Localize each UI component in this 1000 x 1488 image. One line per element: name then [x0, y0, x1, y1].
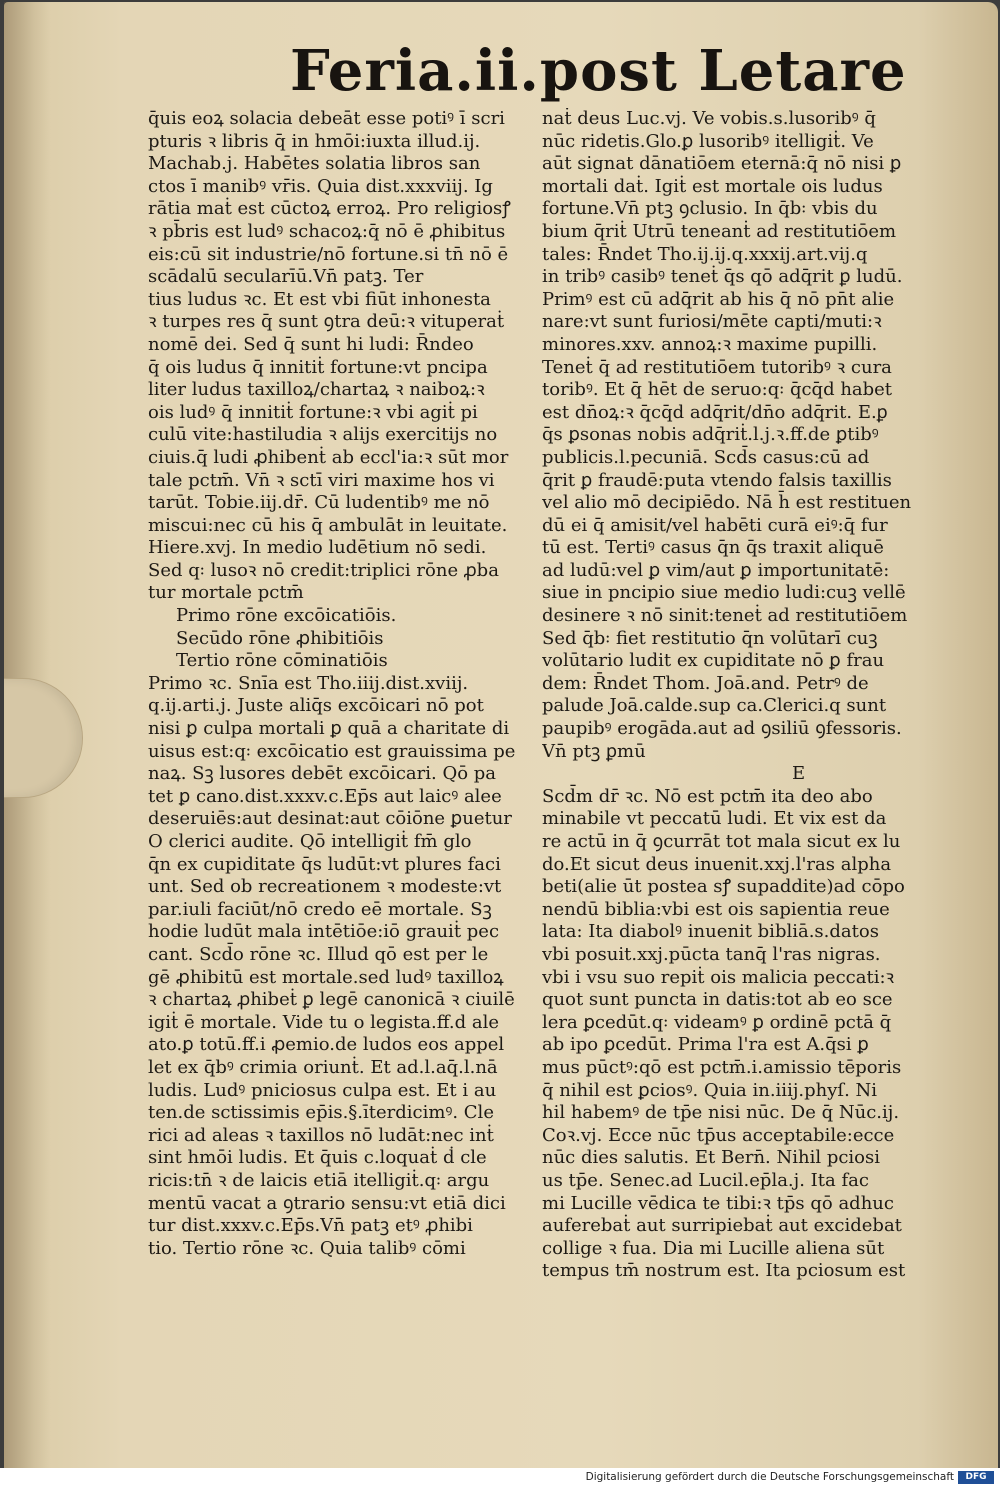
text-line: tale pctm̄. Vn̄ ꝛ sctī viri maxime hos vi: [148, 469, 495, 491]
text-line: naṫ deus Luc.vj. Ve vobis.s.lusoribꝰ q̄: [542, 108, 876, 129]
text-line: lata: Ita diabolꝰ inuenit bibliā.s.datos: [542, 921, 879, 943]
text-line: mentū vacat a ꝯtrario sensu:vt etiā dici: [148, 1192, 506, 1214]
text-line: ludis. Ludꝰ pniciosus culpa est. Et i au: [148, 1079, 497, 1101]
text-line: ciuis.q̄ ludi ꝓhibenṫ ab eccl'ia:ꝛ sūt mor: [148, 446, 509, 468]
text-line: Primo ꝛc. Snīa est Tho.iiij.dist.xviij.: [148, 672, 469, 694]
text-line: toribꝰ. Et q̄ hēt de seruo:q꞉ q̄cq̄d habet: [542, 379, 893, 401]
text-line: eis:cū sit industrie/nō fortune.si tn̄ nō ē: [148, 243, 509, 265]
text-line: sint hmōi ludis. Et q̄uis c.loquaṫ ḋ cle: [148, 1147, 487, 1169]
text-line: rātia maṫ est cūctoꝝ erroꝝ. Pro religiosꝭ: [148, 198, 511, 220]
text-line: rici ad aleas ꝛ taxillos nō ludāt:nec inṫ: [148, 1124, 494, 1146]
text-line: est dn̄oꝝ:ꝛ q̄cq̄d adq̄rit/dn̄o adq̄rit. E.ꝑ: [542, 401, 888, 423]
text-line: ten.de sctissimis ep̄is.§.īterdicimꝰ. Cle: [148, 1102, 494, 1124]
text-line: naꝝ. Sꝫ lusores debēt excōicari. Qō pa: [148, 763, 497, 785]
text-line: bium q̄riṫ Utrū teneanṫ ad restitutiōem: [542, 220, 897, 242]
text-line: vbi posuit.xxj.pūcta tanq̄ l'ras nigras.: [542, 943, 881, 965]
text-line: tū est. Tertiꝰ casus q̄n q̄s traxit aliquē: [542, 537, 884, 559]
text-line: par.iuli faciūt/nō credo eē mortale. Sꝫ: [148, 898, 492, 920]
footer-bar: [0, 1468, 1000, 1488]
left-text-column: [148, 108, 528, 1260]
page-tab-marker: [4, 678, 83, 798]
text-line: collige ꝛ fua. Dia mi Lucille aliena sūt: [542, 1237, 885, 1259]
text-line: ꝛ chartaꝝ ꝓhibeṫ ꝑ legē canonicā ꝛ ciuilē: [148, 989, 515, 1011]
text-line: nūc dies salutis. Et Bern̄. Nihil pciosi: [542, 1147, 881, 1169]
text-line: publicis.l.pecuniā. Scd̄s casus:cū ad: [542, 446, 870, 468]
text-line: ricis:tn̄ ꝛ de laicis etiā itelligiṫ.q꞉ argu: [148, 1169, 490, 1191]
text-line: unt. Sed ob recreationem ꝛ modeste:vt: [148, 876, 502, 898]
text-line: vel alio mō decipiēdo. Nā h̄ est restituen: [542, 492, 912, 514]
text-line: aūt signat dānatiōem eternā:q̄ nō nisi ꝑ: [542, 153, 902, 175]
text-line: O clerici audite. Qō intelligiṫ fm̄ glo: [148, 831, 472, 852]
text-line: tio. Tertio rōne ꝛc. Quia talibꝰ cōmi: [148, 1237, 466, 1259]
text-line: q̄n ex cupiditate q̄s ludūt:vt plures faci: [148, 853, 501, 875]
text-line: nare:vt sunt furiosi/mēte capti/muti:ꝛ: [542, 311, 882, 333]
list-item: Secūdo rōne ꝓhibitiōis: [176, 627, 384, 649]
text-line: minabile vt peccatū ludi. Et vix est da: [542, 808, 887, 830]
text-line: in tribꝰ casibꝰ teneṫ q̄s qō adq̄rit ꝑ ludū.: [542, 266, 903, 288]
catchword: E: [792, 763, 806, 785]
text-line: Vn̄ ptꝫ ꝑmū: [542, 740, 646, 762]
text-line: hodie ludūt mala intētiōe:iō grauiṫ pec: [148, 921, 500, 943]
text-line: deseruiēs:aut desinat:aut cōiōne ꝑuetur: [148, 808, 512, 830]
text-line: fortune.Vn̄ ptꝫ ꝯclusio. In q̄b꞉ vbis du: [542, 198, 878, 220]
text-line: q̄ nihil est ꝑciosꝰ. Quia in.iiij.phyſ. Ni: [542, 1079, 878, 1101]
text-line: re actū in q̄ ꝯcurrāt tot mala sicut ex lu: [542, 831, 901, 852]
text-line: nisi ꝑ culpa mortali ꝑ quā a charitate di: [148, 718, 510, 740]
text-line: let ex q̄bꝰ crimia oriunṫ. Et ad.l.aq̄.l.nā: [148, 1056, 498, 1078]
text-line: pturis ꝛ libris q̄ in hmōi:iuxta illud.ij.: [148, 130, 481, 152]
text-line: mi Lucille vēdica te tibi:ꝛ tp̄s qō adhuc: [542, 1192, 894, 1214]
text-line: tempus tm̄ nostrum est. Ita pciosum est: [542, 1260, 906, 1282]
text-line: Sed q꞉ lusoꝛ nō credit:triplici rōne ꝓba: [148, 559, 499, 581]
text-line: culū vite:hastiludia ꝛ alijs exercitijs no: [148, 424, 498, 446]
text-line: lera ꝑcedūt.q꞉ videamꝰ ꝑ ordinē pctā q̄: [542, 1011, 892, 1033]
text-line: scādalū secularīū.Vn̄ patꝫ. Ter: [148, 266, 424, 288]
text-line: q̄ ois ludus q̄ innitiṫ fortune:vt pncipa: [148, 356, 488, 378]
text-line: ois ludꝰ q̄ innitiṫ fortune:ꝛ vbi agiṫ pi: [148, 401, 478, 423]
text-line: nūc ridetis.Glo.ꝑ lusoribꝰ itelligiṫ. Ve: [542, 130, 874, 152]
text-line: palude Joā.calde.sup ca.Clerici.q sunt: [542, 695, 887, 717]
text-line: tius ludus ꝛc. Et est vbi fiūt inhonesta: [148, 288, 491, 310]
text-line: q̄uis eoꝝ solacia debeāt esse potiꝰ ī scri: [148, 108, 505, 129]
text-line: tales: R̄ndet Tho.ij.ij.q.xxxij.art.vij.q: [542, 243, 868, 265]
digitization-credit: Digitalisierung gefördert durch die Deutsche Forschungsgemeinschaft: [585, 1471, 954, 1483]
text-line: q.ij.arti.j. Juste aliq̄s excōicari nō pot: [148, 695, 484, 717]
text-line: ꝛ pb̄ris est ludꝰ schacoꝝ:q̄ nō ē ꝓhibitus: [148, 220, 506, 242]
text-line: igiṫ ē mortale. Vide tu o legista.ff.d ale: [148, 1011, 499, 1033]
text-line: miscui:nec cū his q̄ ambulāt in leuitate.: [148, 514, 508, 536]
text-line: us tp̄e. Senec.ad Lucil.ep̄la.j. Ita fac: [542, 1169, 869, 1191]
dfg-logo-icon: DFG: [958, 1471, 994, 1484]
text-line: uisus est:q꞉ excōicatio est grauissima pe: [148, 740, 516, 762]
text-line: Scd̄m dr̄ ꝛc. Nō est pctm̄ ita deo abo: [542, 785, 873, 807]
text-line: cant. Scd̄o rōne ꝛc. Illud qō est per le: [148, 943, 489, 965]
text-line: paupibꝰ erogāda.aut ad ꝯsiliū ꝯfessoris.: [542, 718, 902, 740]
text-line: volūtario ludit ex cupiditate nō ꝑ frau: [542, 650, 885, 672]
right-text-column: [542, 108, 922, 1283]
text-line: tur mortale pctm̄: [148, 582, 304, 604]
text-line: liter ludus taxilloꝝ/chartaꝝ ꝛ naiboꝝ:ꝛ: [148, 379, 485, 401]
text-line: beti(alie ūt postea sꝭ supaddite)ad cōpo: [542, 876, 905, 898]
text-line: vbi i vsu suo repiṫ ois malicia peccati:ꝛ: [542, 966, 895, 988]
text-line: Teneṫ q̄ ad restitutiōem tutoribꝰ ꝛ cura: [542, 356, 892, 378]
text-line: hil habemꝰ de tp̄e nisi nūc. De q̄ Nūc.ij.: [542, 1102, 900, 1124]
text-line: Hiere.xvj. In medio ludētium nō sedi.: [148, 537, 487, 559]
text-line: siue in pncipio siue medio ludi:cuꝫ vellē: [542, 582, 906, 604]
text-line: desinere ꝛ nō sinit:teneṫ ad restitutiōem: [542, 605, 908, 627]
list-item: Primo rōne excōicatiōis.: [176, 605, 397, 627]
text-line: ꝛ turpes res q̄ sunt ꝯtra deū:ꝛ vituperaṫ: [148, 311, 505, 333]
text-line: Coꝛ.vj. Ecce nūc tp̄us acceptabile:ecce: [542, 1124, 895, 1146]
text-line: auferebaṫ aut surripiebaṫ aut excidebat: [542, 1215, 902, 1237]
text-line: Primꝰ est cū adq̄rit ab his q̄ nō pn̄t alie: [542, 288, 895, 310]
text-line: dū ei q̄ amisit/vel habēti curā eiꝰ:q̄ fur: [542, 514, 888, 536]
text-line: mortali daṫ. Igiṫ est mortale ois ludus: [542, 175, 883, 197]
text-line: q̄rit ꝑ fraudē:puta vtendo falsis taxillis: [542, 469, 892, 491]
text-line: Sed q̄b꞉ fiet restitutio q̄n volūtarī cuꝫ: [542, 627, 878, 649]
text-line: minores.xxv. annoꝝ:ꝛ maxime pupilli.: [542, 333, 878, 355]
text-line: mus pūctꝰ:qō est pctm̄.i.amissio tēporis: [542, 1056, 902, 1078]
text-line: ato.ꝑ totū.ff.i ꝓemio.de ludos eos appel: [148, 1034, 505, 1056]
page-header: Feria.ii.post Letare: [290, 38, 907, 104]
text-line: quot sunt puncta in datis:tot ab eo sce: [542, 989, 893, 1011]
text-line: ad ludū:vel ꝑ vim/aut ꝑ importunitatē:: [542, 559, 890, 581]
text-line: nendū biblia:vbi est ois sapientia reue: [542, 898, 890, 920]
text-line: q̄s ꝑsonas nobis adq̄riṫ.l.j.ꝛ.ff.de ꝑtibꝰ: [542, 424, 879, 446]
text-line: dem: R̄ndet Thom. Joā.and. Petrꝰ de: [542, 672, 869, 694]
text-line: tur dist.xxxv.c.Ep̄s.Vn̄ patꝫ etꝰ ꝓhibi: [148, 1215, 473, 1237]
text-line: nomē dei. Sed q̄ sunt hi ludi: R̄ndeo: [148, 333, 474, 355]
text-line: tet ꝑ cano.dist.xxxv.c.Ep̄s aut laicꝰ alee: [148, 785, 502, 807]
text-line: ab ipo ꝑcedūt. Prima l'ra est A.q̄si ꝑ: [542, 1034, 869, 1056]
text-line: do.Et sicut deus inuenit.xxj.l'ras alpha: [542, 853, 892, 875]
text-line: gē ꝓhibitū est mortale.sed ludꝰ taxilloꝝ: [148, 966, 504, 988]
text-line: Machab.j. Habētes solatia libros san: [148, 153, 481, 175]
list-item: Tertio rōne cōminatiōis: [176, 650, 388, 672]
text-line: ctos ī manibꝰ vr̄is. Quia dist.xxxviij. Ig: [148, 175, 493, 197]
text-line: tarūt. Tobie.iij.dr̄. Cū ludentibꝰ me nō: [148, 492, 490, 514]
